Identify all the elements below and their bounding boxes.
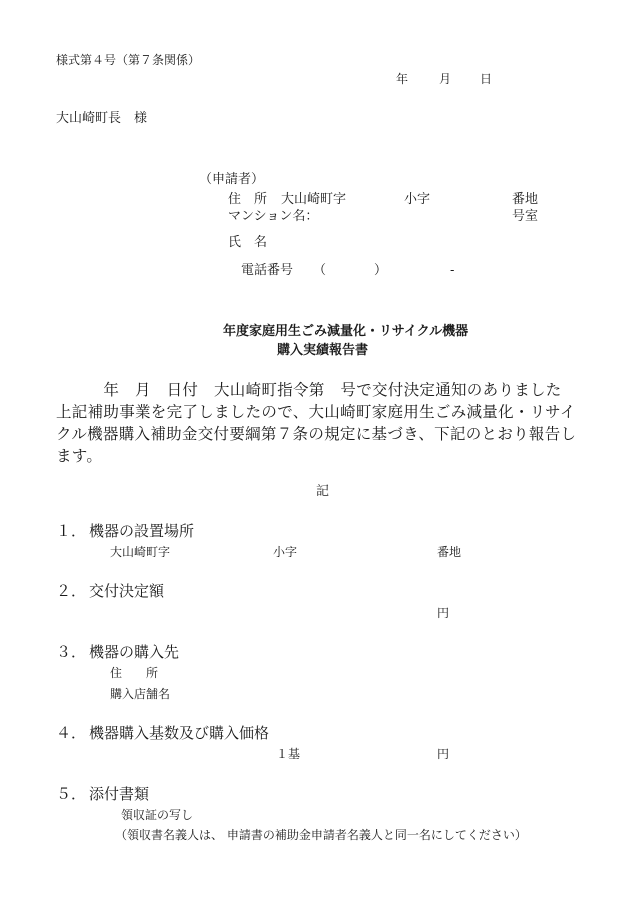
date-year: 年 xyxy=(396,72,409,86)
item-4-units: １基 xyxy=(276,747,301,761)
phone-label: 電話番号 xyxy=(241,263,294,278)
body-paragraph xyxy=(56,379,580,467)
body-line: クル機器購入補助金交付要綱第７条の規定に基づき、下記のとおり報告し xyxy=(56,425,577,443)
date-month: 月 xyxy=(439,72,452,86)
item-5-doc: 領収証の写し xyxy=(121,808,194,822)
item-title: 添付書類 xyxy=(89,785,150,803)
recipient: 大山崎町長 様 xyxy=(56,111,148,126)
item-3-address-label: 住 所 xyxy=(110,666,159,680)
address-banchi: 番地 xyxy=(512,192,539,207)
body-line: 上記補助事業を完了しましたので、大山崎町家庭用生ごみ減量化・リサイ xyxy=(56,403,576,421)
room-label: 号室 xyxy=(512,209,539,224)
ki-heading: 記 xyxy=(316,484,330,499)
phone-close-paren: ） xyxy=(374,263,388,278)
form-number: 様式第４号（第７条関係） xyxy=(56,53,201,67)
item-title: 機器購入基数及び購入価格 xyxy=(89,724,270,742)
item-title: 機器の購入先 xyxy=(89,643,180,661)
item-number: ４． xyxy=(56,724,87,742)
item-2-yen: 円 xyxy=(437,606,450,620)
phone-dash: - xyxy=(450,263,455,278)
item-1-banchi: 番地 xyxy=(437,545,462,559)
body-line: ます。 xyxy=(56,447,103,465)
date-day: 日 xyxy=(480,72,493,86)
title-line-2: 購入実績報告書 xyxy=(277,343,369,358)
item-title: 機器の設置場所 xyxy=(89,522,195,540)
title-line-1: 年度家庭用生ごみ減量化・リサイクル機器 xyxy=(223,324,469,339)
item-1-aza: 大山崎町字 xyxy=(110,545,171,559)
address-label: 住 所 xyxy=(228,192,268,207)
address-value: 大山崎町字 xyxy=(281,192,347,207)
body-line: 年 月 日付 大山崎町指令第 号で交付決定通知のありました xyxy=(56,381,562,399)
item-number: ２． xyxy=(56,582,87,600)
item-title: 交付決定額 xyxy=(89,582,165,600)
item-number: ５． xyxy=(56,785,87,803)
applicant-heading: （申請者） xyxy=(199,172,265,187)
item-number: ３． xyxy=(56,643,87,661)
item-5-note: （領収書名義人は、 申請書の補助金申請者名義人と同一名にしてください） xyxy=(115,828,527,842)
item-number: １． xyxy=(56,522,87,540)
name-label: 氏 名 xyxy=(228,235,268,250)
address-koaza: 小字 xyxy=(404,192,431,207)
item-1-koaza: 小字 xyxy=(273,545,298,559)
phone-open-paren: （ xyxy=(313,263,327,278)
mansion-label: マンション名： xyxy=(228,209,319,224)
item-3-store-label: 購入店舗名 xyxy=(110,687,171,701)
item-4-yen: 円 xyxy=(437,747,450,761)
